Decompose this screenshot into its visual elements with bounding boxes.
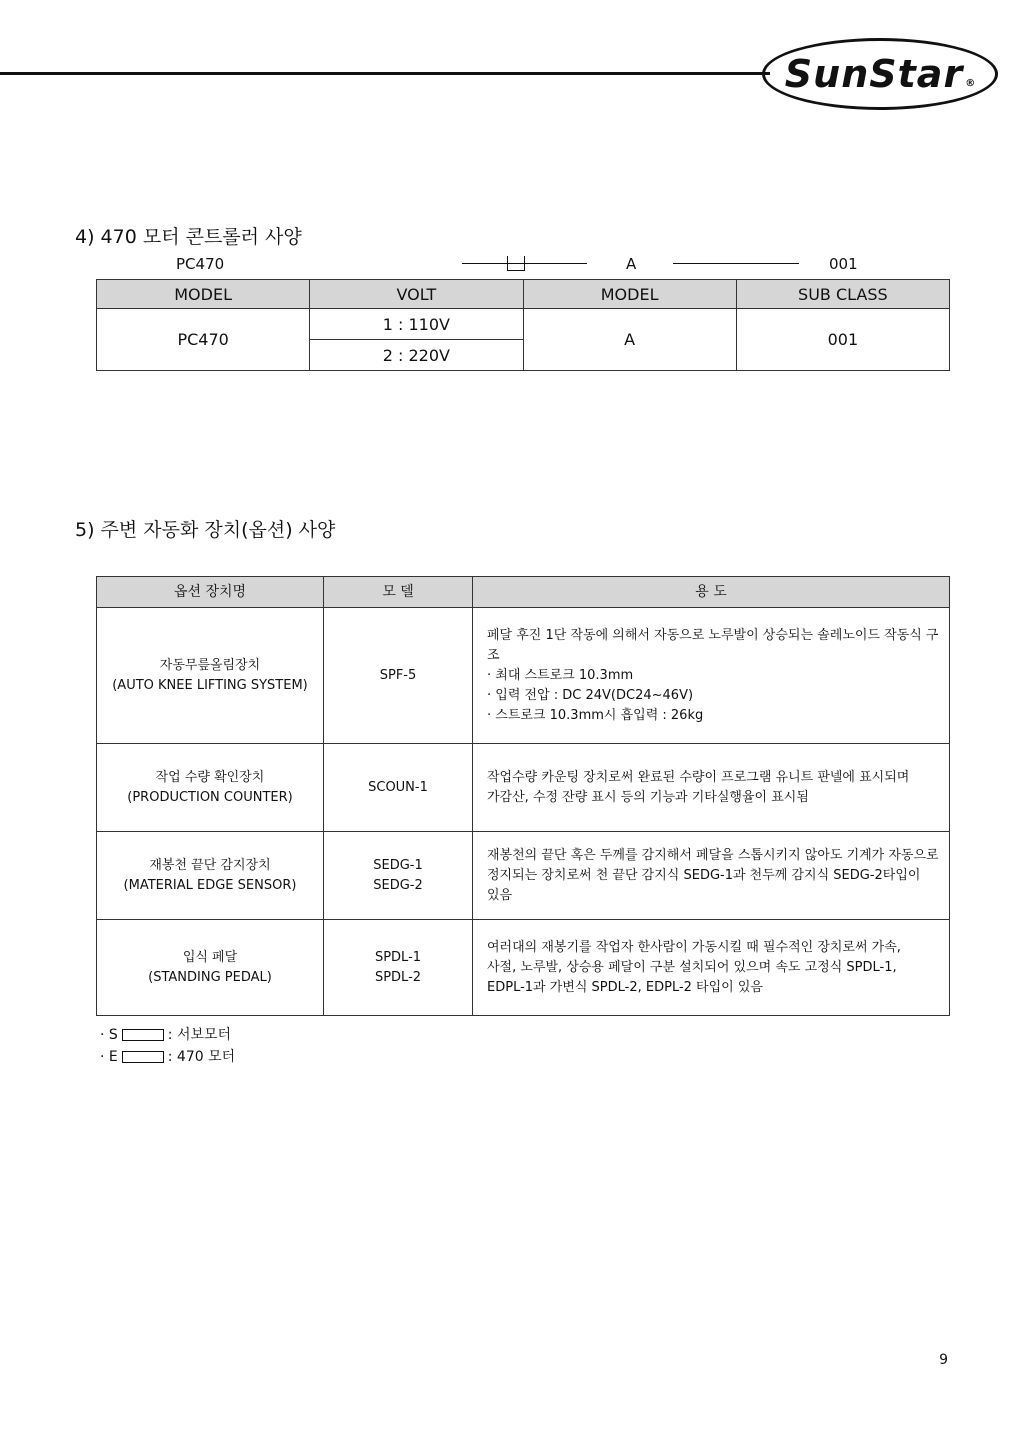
table-row — [97, 920, 950, 1016]
table-row — [97, 744, 950, 832]
page-number: 9 — [939, 1352, 948, 1368]
option-name — [97, 608, 324, 744]
usage-line: 있음 — [487, 887, 513, 903]
option-model-code: SPDL-1 — [374, 949, 422, 965]
option-name-en: (STANDING PEDAL) — [148, 969, 272, 985]
option-usage — [473, 920, 950, 1016]
option-model — [324, 832, 473, 920]
options-table — [96, 576, 950, 1016]
logo-text: SunStar — [784, 52, 964, 96]
registered-mark: ® — [965, 77, 976, 89]
usage-line: 페달 후진 1단 작동에 의해서 자동으로 노루발이 상승되는 솔레노이드 작동식 구조 — [487, 627, 939, 663]
option-model-code: SPDL-2 — [374, 969, 422, 985]
option-model — [324, 608, 473, 744]
option-name-ko: 입식 페달 — [182, 949, 238, 965]
note-servo — [100, 1024, 235, 1046]
cell-model: PC470 — [97, 309, 310, 371]
header-rule — [0, 72, 770, 75]
header-option-usage: 용 도 — [473, 577, 950, 608]
note-prefix: · S — [100, 1027, 118, 1043]
note-text: : 서보모터 — [167, 1027, 232, 1043]
option-usage — [473, 832, 950, 920]
option-name — [97, 744, 324, 832]
usage-line: 작업수량 카운팅 장치로써 완료된 수량이 프로그램 유니트 판넬에 표시되며 — [487, 769, 910, 785]
usage-line: · 스트로크 10.3mm시 흡입력 : 26kg — [487, 707, 704, 723]
option-usage — [473, 608, 950, 744]
usage-line: · 입력 전압 : DC 24V(DC24~46V) — [487, 687, 694, 703]
usage-line: 사절, 노루발, 상승용 페달이 구분 설치되어 있으며 속도 고정식 SPDL-1, — [487, 959, 897, 975]
usage-line: · 최대 스트로크 10.3mm — [487, 667, 634, 683]
note-text: : 470 모터 — [167, 1049, 236, 1065]
code-variant: A — [626, 255, 637, 273]
option-model-code: SEDG-1 — [373, 857, 423, 873]
usage-line: 가감산, 수정 잔량 표시 등의 기능과 기타실행율이 표시됨 — [487, 789, 809, 805]
model-spec-table — [96, 279, 950, 371]
option-model-code: SPF-5 — [379, 667, 417, 683]
cell-volt-220: 2 : 220V — [310, 340, 523, 371]
cell-volt-110: 1 : 110V — [310, 309, 523, 340]
note-470 — [100, 1046, 235, 1068]
header-sub-class: SUB CLASS — [736, 280, 949, 309]
option-name-en: (PRODUCTION COUNTER) — [127, 789, 293, 805]
model-code-row — [96, 255, 950, 275]
section4-title: 4) 470 모터 콘트롤러 사양 — [75, 226, 302, 248]
code-model: PC470 — [176, 255, 225, 273]
usage-line: EDPL-1과 가변식 SPDL-2, EDPL-2 타입이 있음 — [487, 979, 763, 995]
usage-line: 재봉천의 끝단 혹은 두께를 감지해서 페달을 스톱시키지 않아도 기계가 자동으로 — [487, 847, 939, 863]
sunstar-logo — [762, 38, 998, 110]
option-model-code: SEDG-2 — [373, 877, 423, 893]
section5-title: 5) 주변 자동화 장치(옵션) 사양 — [75, 519, 336, 541]
option-name-en: (AUTO KNEE LIFTING SYSTEM) — [112, 677, 308, 693]
usage-line: 정지되는 장치로써 천 끝단 감지식 SEDG-1과 천두께 감지식 SEDG-2타입이 — [487, 867, 921, 883]
option-model-code: SCOUN-1 — [368, 779, 428, 795]
option-name — [97, 832, 324, 920]
cell-variant: A — [523, 309, 736, 371]
option-model — [324, 920, 473, 1016]
header-volt: VOLT — [310, 280, 523, 309]
header-option-model: 모 델 — [324, 577, 473, 608]
table-row — [97, 832, 950, 920]
note-prefix: · E — [100, 1049, 118, 1065]
table-row — [97, 608, 950, 744]
note-box — [122, 1029, 164, 1041]
option-name-en: (MATERIAL EDGE SENSOR) — [123, 877, 297, 893]
option-name — [97, 920, 324, 1016]
code-line-2 — [673, 263, 799, 264]
option-name-ko: 재봉천 끝단 감지장치 — [149, 857, 271, 873]
code-sub: 001 — [829, 255, 858, 273]
option-usage — [473, 744, 950, 832]
option-model — [324, 744, 473, 832]
cell-sub-class: 001 — [736, 309, 949, 371]
option-name-ko: 자동무릎올림장치 — [159, 657, 261, 673]
header-model-variant: MODEL — [523, 280, 736, 309]
header-model: MODEL — [97, 280, 310, 309]
usage-line: 여러대의 재봉기를 작업자 한사람이 가동시킬 때 필수적인 장치로써 가속, — [487, 939, 901, 955]
option-name-ko: 작업 수량 확인장치 — [155, 769, 265, 785]
code-line-1 — [462, 263, 587, 264]
note-box — [122, 1051, 164, 1063]
header-option-name: 옵션 장치명 — [97, 577, 324, 608]
footnotes — [100, 1024, 235, 1068]
